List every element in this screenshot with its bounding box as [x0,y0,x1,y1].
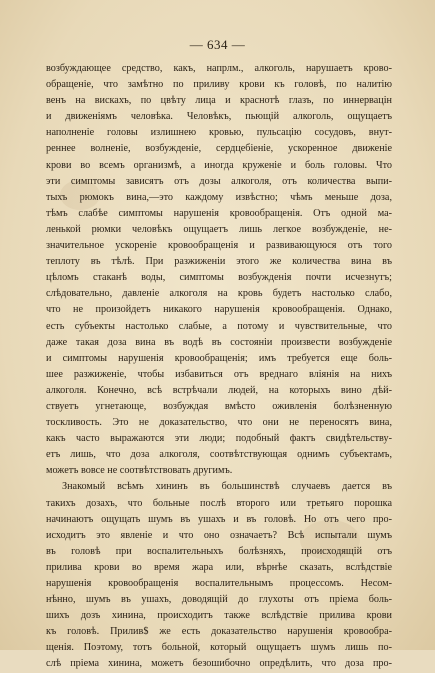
text-line: и симптомы нарушенія кровообращенія; имъ требуется еще боль- [46,352,392,364]
text-line: нѣнно, шумъ въ ушахъ, доводящій до глухоты отъ пріема боль- [46,594,392,606]
text-line: и движеніямъ человѣка. Человѣкъ, пьющій алкоголь, ощущаетъ [46,111,392,123]
text-line: крови во всемъ организмѣ, а иногда круженіе и боль головы. Что [46,159,392,171]
text-line: возбуждающее средство, какъ, напрлм., алкоголь, нарушаетъ крово- [46,63,392,74]
text-line: тоскливость. Это не доказательство, что они не переносятъ вина, [46,417,392,429]
text-line: какъ часто выражаются эти люди; подобный фактъ свидѣтельству- [46,433,392,445]
text-line: прилива крови во время жара или, вѣрнѣе сказать, вслѣдствіе [46,561,392,573]
text-line: цѣломъ стаканѣ воды, симптомы возбужденія почти исчезнутъ; [46,272,392,284]
text-line: теплоту въ тѣлѣ. При разжиженіи этого же количества вина въ [46,256,392,268]
text-line: эти симптомы зависятъ отъ дозы алкоголя, отъ количества выпи- [46,175,392,187]
text-line: ленькой рюмки человѣкъ ощущаетъ лишь легкое возбужденіе, не- [46,223,392,235]
text-line: что не произойдетъ никакого нарушенія кровообращенія. Однако, [46,304,392,316]
text-line: шее разжиженіе, чтобы избавиться отъ вреднаго вліянія на нихъ [46,368,392,380]
text-line: исходитъ это явленіе и что оно означаетъ? Всѣ испытали шумъ [46,529,392,541]
text-line: слѣдовательно, давленіе алкоголя на кровь будетъ настолько слабо, [46,288,392,300]
text-line: слѣ пріема хинина, можетъ безошибочно опредѣлить, что доза про- [46,658,392,670]
text-line: ствуетъ угнетающе, возбуждая вмѣсто оживленія болѣзненную [46,400,392,412]
text-line: тыхъ рюмокъ вина,—это каждому извѣстно; чѣмъ меньше доза, [46,191,392,203]
text-line: къ головѣ. Прилив$ же есть доказательство нарушенія кровообра- [46,626,392,638]
text-line: етъ лишь, что доза алкоголя, соотвѣтствующая однимъ субъектамъ, [46,449,392,461]
text-line: Знакомый всѣмъ хининъ въ большинствѣ случаевъ дается въ [62,481,392,493]
body-text [46,61,392,673]
text-line: нарушенія кровообращенія воспалительнымъ процессомъ. Несом- [46,578,392,589]
page-number: — 634 — [189,37,246,52]
text-line: щенія. Поэтому, тотъ больной, который ощущаетъ шумъ лишь по- [46,642,392,654]
text-line: обращеніе, что замѣтно по приливу крови къ головѣ, по налитію [46,79,392,91]
text-line: наполненіе головы излишнею кровью, пульсацію сосудовъ, внут- [46,127,392,139]
text-line: тѣмъ слабѣе симптомы нарушенія кровообращенія. Отъ одной ма- [46,207,392,219]
text-line: такихъ дозахъ, что больные послѣ второго или третьяго порошка [46,497,392,509]
text-line: есть субъекты настолько слабые, а потому и чувствительные, что [46,320,392,332]
text-line: реннее волненіе, возбужденіе, сердцебіеніе, ускоренное движеніе [46,143,392,155]
text-line: въ головѣ при воспалительныхъ болѣзняхъ, происходящій отъ [46,545,392,557]
text-line: шихъ дозъ хинина, происходитъ также вслѣдствіе прилива крови [46,610,392,622]
text-line: начинаютъ ощущать шумъ въ ушахъ и въ головѣ. Но отъ чего про- [46,513,392,525]
text-line: значительное ускореніе кровообращенія и развивающуюся отъ того [46,240,392,252]
text-line: можетъ вовсе не соотвѣтствовать другимъ. [46,465,233,477]
text-line: венъ на вискахъ, по цвѣту лица и краснотѣ глазъ, по иннервацін [46,95,392,107]
text-line: алкоголя. Конечно, всѣ встрѣчали людей, на которыхъ вино дѣй- [46,384,392,396]
text-line: даже такая доза вина въ водѣ въ состояніи произвести возбужденіе [46,336,392,348]
